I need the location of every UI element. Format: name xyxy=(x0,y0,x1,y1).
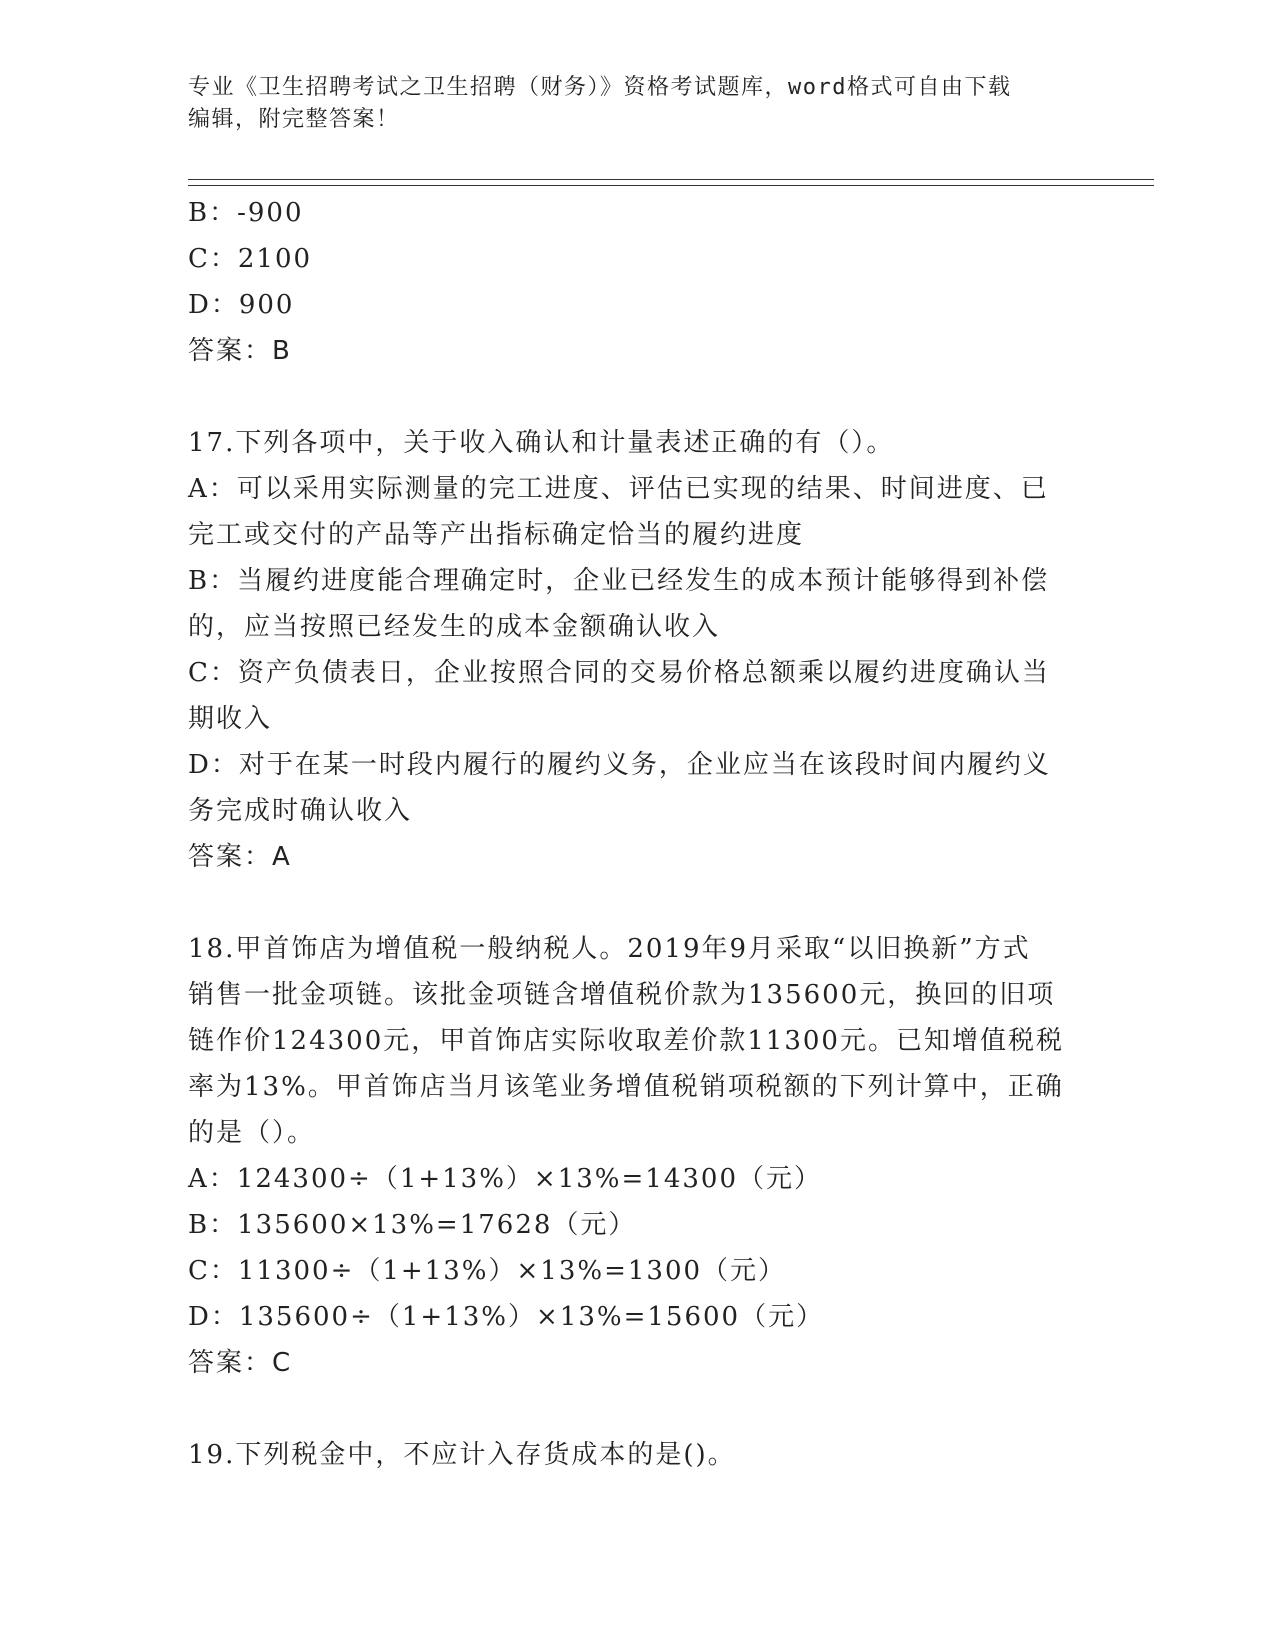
question-16-tail xyxy=(188,190,1088,374)
q16-option-b: B：-900 xyxy=(188,198,304,228)
q17-option-a-line-1: A：可以采用实际测量的完工进度、评估已实现的结果、时间进度、已 xyxy=(188,474,1049,504)
q17-option-b-line-1: B：当履约进度能合理确定时，企业已经发生的成本预计能够得到补偿 xyxy=(188,566,1050,596)
q17-option-c-line-2: 期收入 xyxy=(188,704,273,734)
spacer xyxy=(188,1386,1088,1432)
q16-option-c: C：2100 xyxy=(188,244,313,274)
q18-stem-line-3: 链作价124300元，甲首饰店实际收取差价款11300元。已知增值税税 xyxy=(188,1026,1064,1056)
q17-option-d-line-1: D：对于在某一时段内履行的履约义务，企业应当在该段时间内履约义 xyxy=(188,750,1051,780)
q18-option-d: D：135600÷（1+13%）×13%=15600（元） xyxy=(188,1302,825,1332)
q17-stem: 17.下列各项中，关于收入确认和计量表述正确的有（）。 xyxy=(188,428,895,458)
q16-answer: 答案：B xyxy=(188,336,292,366)
header-line-1: 专业《卫生招聘考试之卫生招聘（财务）》资格考试题库，word格式可自由下载 xyxy=(188,75,1012,100)
document-header xyxy=(188,72,1088,136)
question-content xyxy=(188,190,1088,1478)
q17-option-b-line-2: 的，应当按照已经发生的成本金额确认收入 xyxy=(188,612,721,642)
q17-answer: 答案：A xyxy=(188,842,292,872)
q18-answer: 答案：C xyxy=(188,1348,293,1378)
q18-stem-line-2: 销售一批金项链。该批金项链含增值税价款为135600元，换回的旧项 xyxy=(188,980,1056,1010)
q18-stem-line-1: 18.甲首饰店为增值税一般纳税人。2019年9月采取“以旧换新”方式 xyxy=(188,934,1031,964)
q18-option-a: A：124300÷（1+13%）×13%=14300（元） xyxy=(188,1164,822,1194)
q18-option-b: B：135600×13%=17628（元） xyxy=(188,1210,637,1240)
q16-option-d: D：900 xyxy=(188,290,295,320)
spacer xyxy=(188,374,1088,420)
q19-stem: 19.下列税金中，不应计入存货成本的是()。 xyxy=(188,1440,736,1470)
q17-option-a-line-2: 完工或交付的产品等产出指标确定恰当的履约进度 xyxy=(188,520,805,550)
q18-option-c: C：11300÷（1+13%）×13%=1300（元） xyxy=(188,1256,787,1286)
q18-stem-line-4: 率为13%。甲首饰店当月该笔业务增值税销项税额的下列计算中，正确 xyxy=(188,1072,1064,1102)
question-17 xyxy=(188,420,1088,880)
q18-stem-line-5: 的是（）。 xyxy=(188,1118,316,1148)
question-18 xyxy=(188,926,1088,1386)
q17-option-c-line-1: C：资产负债表日，企业按照合同的交易价格总额乘以履约进度确认当 xyxy=(188,658,1050,688)
header-line-2: 编辑，附完整答案！ xyxy=(188,107,400,132)
spacer xyxy=(188,880,1088,926)
q17-option-d-line-2: 务完成时确认收入 xyxy=(188,796,413,826)
question-19 xyxy=(188,1432,1088,1478)
header-divider xyxy=(188,179,1154,186)
